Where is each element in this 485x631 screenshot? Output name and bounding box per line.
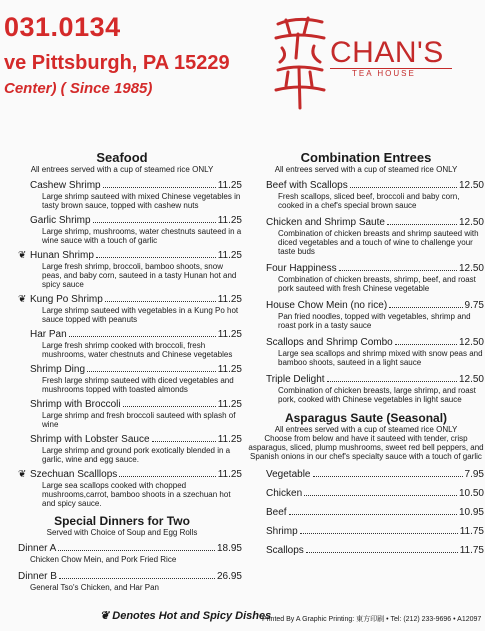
asparagus-note: All entrees served with a cup of steamed rice ONLY [274, 425, 458, 434]
menu-item-description: Large sea scallops cooked with chopped mushrooms,carrot, bamboo shoots in a szechuan hot and spicy sauce. [42, 481, 231, 508]
menu-item-price: 12.50 [458, 263, 484, 274]
special-title: Special Dinners for Two [54, 514, 190, 528]
dot-leader [300, 533, 458, 534]
phone-number: 031.0134 [4, 12, 121, 42]
menu-item [18, 543, 242, 564]
menu-item [30, 180, 242, 210]
dot-leader [389, 307, 462, 308]
menu-item-name: Hunan Shrimp [30, 250, 94, 261]
hot-legend-text: Denotes Hot and Spicy Dishes [112, 610, 272, 622]
menu-item-description: Large shrimp, mushrooms, water chestnuts sauteed in a wine sauce with a touch of garlic [42, 227, 242, 245]
menu-item-name: Shrimp Ding [30, 364, 86, 375]
menu-item-name: Dinner A [18, 543, 57, 554]
menu-item-description: Combination of chicken breasts, shrimp, beef, and roast pork sauteed with fresh Chinese vegetable [278, 275, 476, 293]
menu-item-description: Large shrimp and ground pork exotically blended in a garlic, wine and egg sauce. [42, 446, 231, 464]
menu-item [30, 399, 242, 429]
dot-leader [339, 270, 457, 271]
dot-leader [119, 476, 215, 477]
menu-item-description: Large fresh shrimp cooked with broccoli, fresh mushrooms, water chestnuts and Chinese vegetables [42, 341, 233, 359]
menu-item-price: 7.95 [464, 469, 484, 480]
menu-item-name: Szechuan Scalllops [30, 469, 118, 480]
menu-item-description: Combination of chicken breasts, large shrimp, and roast pork, cooked with Chinese vegetables in light sauce [278, 386, 476, 404]
menu-item-name: Scallops [266, 545, 304, 556]
menu-item-price: 10.95 [458, 507, 484, 518]
menu-item-description: General Tso's Chicken, and Har Pan [30, 583, 160, 592]
chinese-character-logo-icon [268, 12, 330, 112]
menu-item [266, 488, 484, 500]
menu-item-row [266, 337, 484, 349]
menu-item-name: Dinner B [18, 571, 57, 582]
menu-item-description: Fresh large shrimp sauteed with diced vegetables and mushrooms topped with toasted almonds [42, 376, 234, 394]
menu-item-price: 11.75 [459, 545, 484, 556]
menu-item [30, 364, 242, 394]
menu-item-price: 11.25 [217, 399, 242, 410]
menu-item-row [30, 364, 242, 376]
menu-item [18, 571, 242, 592]
left-column [2, 150, 242, 599]
menu-item [266, 263, 484, 293]
dot-leader [387, 224, 457, 225]
dot-leader [87, 371, 216, 372]
dot-leader [69, 336, 216, 337]
dot-leader [304, 495, 457, 496]
dot-leader [96, 257, 216, 258]
menu-item-price: 11.25 [217, 469, 242, 480]
menu-item [266, 545, 484, 557]
menu-item-price: 11.25 [217, 329, 242, 340]
special-note: Served with Choice of Soup and Egg Rolls [46, 528, 198, 537]
dot-leader [306, 552, 458, 553]
dot-leader [58, 550, 215, 551]
menu-item [266, 337, 484, 367]
dot-leader [123, 406, 216, 407]
menu-item-price: 12.50 [458, 180, 484, 191]
asparagus-list [248, 469, 484, 557]
menu-item-name: Scallops and Shrimp Combo [266, 337, 393, 348]
menu-item-price: 10.50 [458, 488, 484, 499]
menu-item [18, 469, 242, 508]
dot-leader [93, 222, 216, 223]
dot-leader [350, 187, 457, 188]
menu-item-price: 12.50 [458, 217, 484, 228]
seafood-note: All entrees served with a cup of steamed rice ONLY [30, 165, 214, 174]
menu-item-name: House Chow Mein (no rice) [266, 300, 388, 311]
printer-credit: Printed By A Graphic Printing: 東方印刷 • Tel: (212) 233-9696 • A12097 [262, 616, 482, 623]
menu-item [266, 469, 484, 481]
menu-item-row [30, 180, 242, 192]
menu-item [18, 250, 242, 289]
hot-legend [100, 609, 271, 622]
menu-item-price: 9.75 [464, 300, 484, 311]
menu-item [30, 215, 242, 245]
menu-item-description: Combination of chicken breasts and shrimp sauteed with diced vegetables and a touch of wine to challenge your taste buds [278, 229, 479, 256]
dot-leader [395, 344, 457, 345]
dot-leader [103, 187, 216, 188]
menu-item-name: Chicken [266, 488, 303, 499]
menu-item-row [266, 545, 484, 557]
menu-item [18, 294, 242, 324]
combination-title: Combination Entrees [300, 150, 432, 165]
menu-item-row [30, 215, 242, 227]
dot-leader [59, 578, 215, 579]
menu-item-price: 11.75 [459, 526, 484, 537]
menu-item-price: 26.95 [216, 571, 242, 582]
dot-leader [152, 441, 216, 442]
dot-leader [327, 381, 457, 382]
menu-item [30, 329, 242, 359]
menu-item-row [266, 488, 484, 500]
menu-item-row [266, 469, 484, 481]
menu-item [266, 180, 484, 210]
menu-item-row [266, 180, 484, 192]
chili-pepper-icon: ❦ [18, 250, 27, 261]
chili-pepper-icon: ❦ [100, 610, 110, 622]
menu-item-name: Kung Po Shrimp [30, 294, 103, 305]
menu-item-price: 11.25 [217, 250, 242, 261]
menu-item-price: 18.95 [216, 543, 242, 554]
menu-item [266, 300, 484, 330]
menu-item-name: Four Happiness [266, 263, 337, 274]
menu-item-name: Beef with Scallops [266, 180, 348, 191]
dot-leader [105, 301, 216, 302]
menu-item-name: Har Pan [30, 329, 67, 340]
menu-item-description: Large shrimp and fresh broccoli sauteed with splash of wine [42, 411, 236, 429]
menu-item-name: Chicken and Shrimp Saute [266, 217, 385, 228]
menu-item-row [266, 507, 484, 519]
chili-pepper-icon: ❦ [18, 469, 27, 480]
menu-item-row [30, 399, 242, 411]
menu-item-name: Vegetable [266, 469, 311, 480]
menu-item-row [30, 469, 242, 481]
menu-item-row [30, 250, 242, 262]
since-line: Center) ( Since 1985) [4, 80, 153, 97]
right-column [248, 150, 484, 564]
seafood-title: Seafood [96, 150, 148, 165]
dot-leader [313, 476, 463, 477]
menu-item-price: 12.50 [458, 337, 484, 348]
menu-item [30, 434, 242, 464]
menu-item-name: Beef [266, 507, 287, 518]
menu-item-price: 11.25 [217, 180, 242, 191]
menu-item-price: 11.25 [217, 434, 242, 445]
menu-item-name: Garlic Shrimp [30, 215, 91, 226]
menu-item-description: Large sea scallops and shrimp mixed with snow peas and bamboo shoots, sauteed in a light sauce [278, 349, 483, 367]
menu-item-price: 11.25 [217, 294, 242, 305]
combination-list [248, 180, 484, 404]
menu-item [266, 507, 484, 519]
menu-item-row [30, 329, 242, 341]
menu-item-name: Shrimp [266, 526, 298, 537]
menu-item-row [18, 571, 242, 583]
logo-name: CHAN'S [330, 36, 444, 69]
menu-item [266, 217, 484, 256]
menu-item-name: Cashew Shrimp [30, 180, 101, 191]
menu-item-description: Chicken Chow Mein, and Pork Fried Rice [30, 555, 177, 564]
seafood-list [2, 180, 242, 508]
menu-item-description: Fresh scallops, sliced beef, broccoli and baby corn, cooked in a chef's special brown sauce [278, 192, 460, 210]
combination-note: All entrees served with a cup of steamed rice ONLY [274, 165, 458, 174]
chili-pepper-icon: ❦ [18, 294, 27, 305]
special-list [2, 543, 242, 592]
menu-item-row [266, 263, 484, 275]
menu-item [266, 526, 484, 538]
menu-item-description: Large shrimp sauteed with mixed Chinese vegetables in tasty brown sauce, topped with cashew nuts [42, 192, 241, 210]
menu-item-row [30, 294, 242, 306]
dot-leader [289, 514, 457, 515]
menu-item-row [30, 434, 242, 446]
menu-item-row [266, 374, 484, 386]
logo-subtitle: TEA HOUSE [352, 69, 416, 78]
asparagus-title: Asparagus Saute (Seasonal) [284, 411, 448, 425]
menu-item-name: Shrimp with Broccoli [30, 399, 121, 410]
menu-item-description: Pan fried noodles, topped with vegetables, shrimp and roast pork in a tasty sauce [278, 312, 471, 330]
menu-item [266, 374, 484, 404]
menu-item-name: Triple Delight [266, 374, 325, 385]
menu-item-price: 12.50 [458, 374, 484, 385]
menu-item-price: 11.25 [217, 364, 242, 375]
menu-item-description: Large fresh shrimp, broccoli, bamboo shoots, snow peas, and baby corn, sauteed in a tasty Hunan hot and spicy sauce [42, 262, 237, 289]
menu-item-price: 11.25 [217, 215, 242, 226]
menu-item-row [266, 526, 484, 538]
menu-item-row [266, 300, 484, 312]
menu-item-description: Large shrimp sauteed with vegetables in a Kung Po hot sauce topped with peanuts [42, 306, 239, 324]
asparagus-description: Choose from below and have it sauteed with tender, crisp asparagus, sliced, plump mushrooms, sweet red bell peppers, and Spanish onions in our chef's specialty sauce with a touch of garlic [248, 434, 484, 461]
menu-item-row [266, 217, 484, 229]
menu-item-row [18, 543, 242, 555]
address: ve Pittsburgh, PA 15229 [4, 52, 230, 74]
menu-item-name: Shrimp with Lobster Sauce [30, 434, 150, 445]
